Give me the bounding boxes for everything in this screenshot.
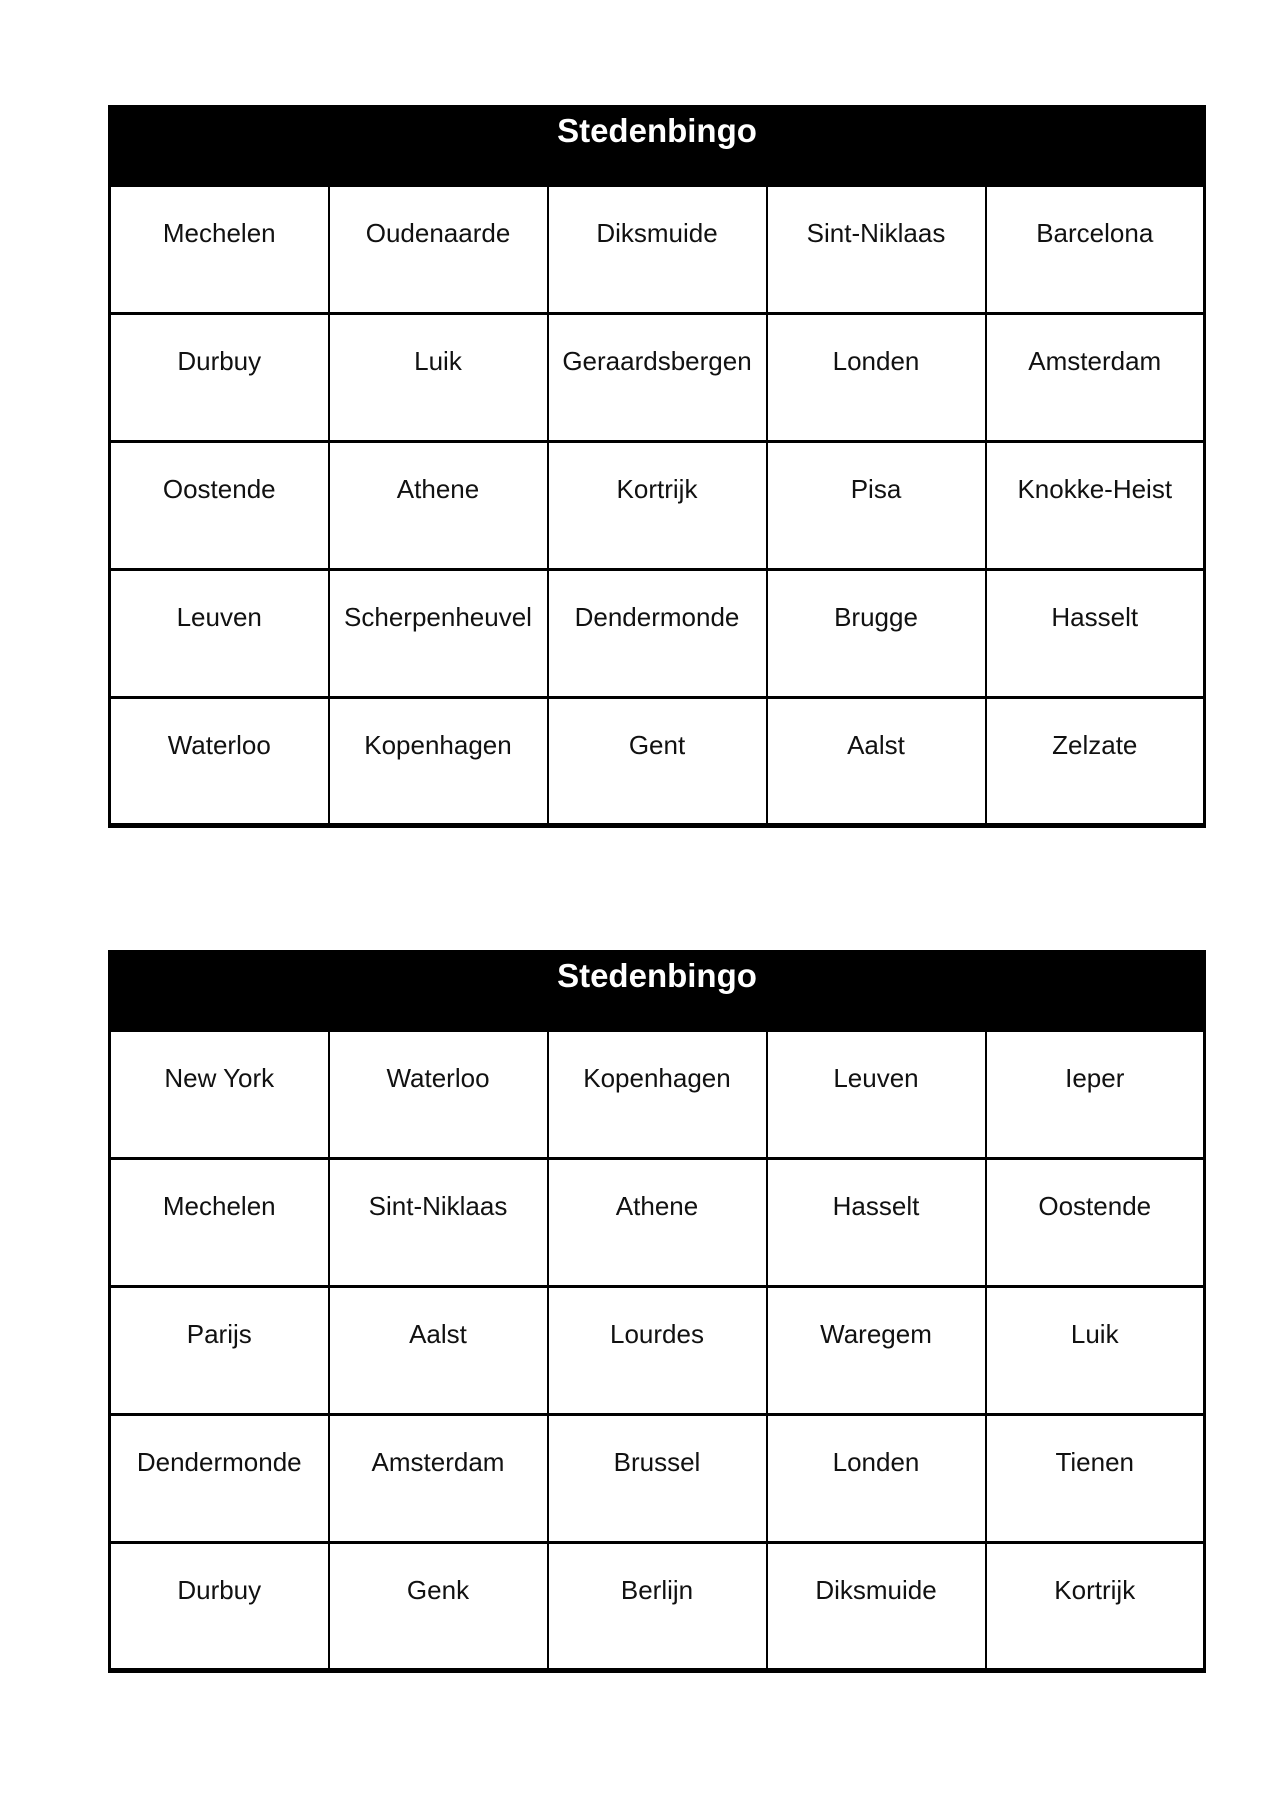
bingo-card-2 [108,950,1206,1673]
bingo-cell: Oostende [986,1159,1205,1287]
bingo-cell: Hasselt [986,570,1205,698]
bingo-cell: Ieper [986,1031,1205,1159]
bingo-card-1-header [110,107,1205,186]
bingo-cell: Kortrijk [986,1543,1205,1671]
bingo-cell: Londen [767,314,986,442]
bingo-cell: Luik [986,1287,1205,1415]
bingo-cell: Oostende [110,442,329,570]
bingo-row [110,1031,1205,1159]
bingo-cell: Mechelen [110,186,329,314]
bingo-cell: Brussel [548,1415,767,1543]
bingo-cell: Aalst [767,698,986,826]
bingo-row [110,1415,1205,1543]
bingo-cell: Dendermonde [110,1415,329,1543]
bingo-grid-1 [110,186,1205,826]
bingo-cell: Tienen [986,1415,1205,1543]
bingo-cell: Aalst [329,1287,548,1415]
bingo-cell: Waterloo [110,698,329,826]
bingo-cell: Dendermonde [548,570,767,698]
bingo-row [110,1159,1205,1287]
bingo-row [110,442,1205,570]
bingo-card-2-header [110,952,1205,1031]
bingo-cell: Gent [548,698,767,826]
bingo-cell: Brugge [767,570,986,698]
card-title: Stedenbingo [557,112,757,149]
header-row [110,952,1205,1031]
bingo-row [110,314,1205,442]
bingo-cell: Kopenhagen [329,698,548,826]
bingo-cell: Waregem [767,1287,986,1415]
bingo-cell: Sint-Niklaas [329,1159,548,1287]
bingo-row [110,570,1205,698]
bingo-cell: Lourdes [548,1287,767,1415]
bingo-cell: New York [110,1031,329,1159]
bingo-cell: Kortrijk [548,442,767,570]
bingo-cell: Leuven [767,1031,986,1159]
bingo-cell: Hasselt [767,1159,986,1287]
bingo-cell: Kopenhagen [548,1031,767,1159]
bingo-row [110,1543,1205,1671]
bingo-cell: Mechelen [110,1159,329,1287]
bingo-cell: Oudenaarde [329,186,548,314]
bingo-cell: Athene [548,1159,767,1287]
bingo-cell: Durbuy [110,314,329,442]
bingo-cell: Athene [329,442,548,570]
bingo-cell: Amsterdam [986,314,1205,442]
bingo-cell: Scherpenheuvel [329,570,548,698]
card-title: Stedenbingo [557,957,757,994]
bingo-cell: Luik [329,314,548,442]
bingo-cell: Parijs [110,1287,329,1415]
bingo-cell: Geraardsbergen [548,314,767,442]
bingo-cell: Durbuy [110,1543,329,1671]
card-title-bar [110,952,1205,1031]
bingo-row [110,1287,1205,1415]
bingo-row [110,698,1205,826]
bingo-cell: Barcelona [986,186,1205,314]
bingo-row [110,186,1205,314]
bingo-cell: Londen [767,1415,986,1543]
bingo-cell: Genk [329,1543,548,1671]
card-title-bar [110,107,1205,186]
bingo-card-1 [108,105,1206,828]
header-row [110,107,1205,186]
bingo-cell: Amsterdam [329,1415,548,1543]
bingo-cell: Waterloo [329,1031,548,1159]
bingo-cell: Zelzate [986,698,1205,826]
bingo-cell: Knokke-Heist [986,442,1205,570]
bingo-cell: Sint-Niklaas [767,186,986,314]
bingo-cell: Leuven [110,570,329,698]
bingo-grid-2 [110,1031,1205,1671]
bingo-cell: Diksmuide [548,186,767,314]
bingo-cell: Diksmuide [767,1543,986,1671]
bingo-cell: Pisa [767,442,986,570]
bingo-cell: Berlijn [548,1543,767,1671]
